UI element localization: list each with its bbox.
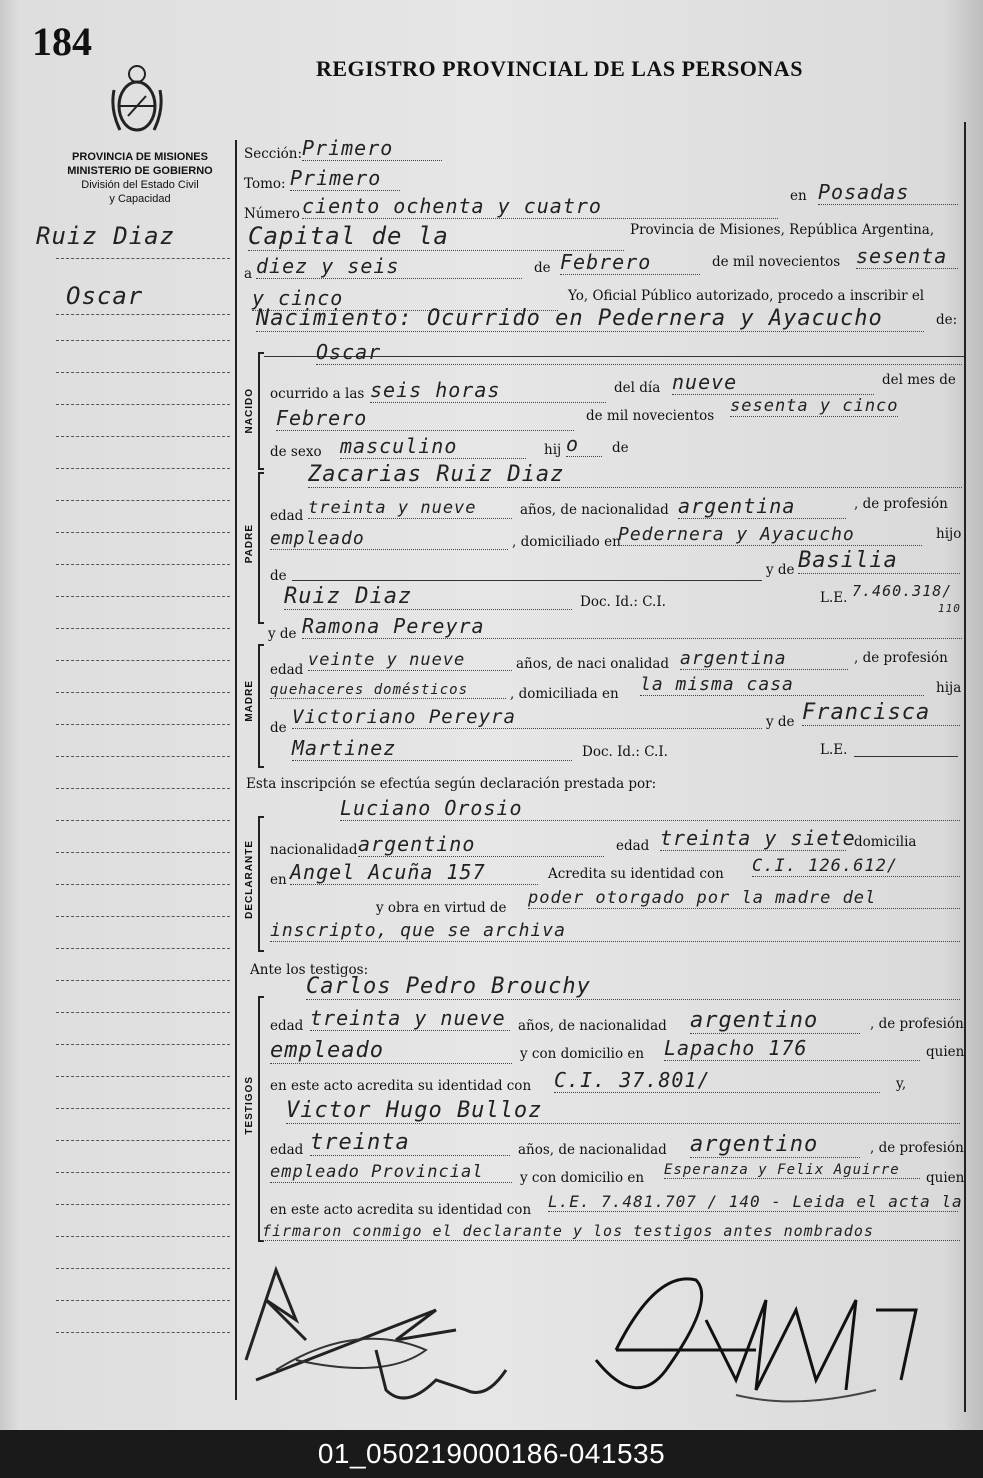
t2-dom-label: y con domicilio en bbox=[520, 1170, 645, 1186]
issuer-division: División del Estado Civil bbox=[81, 179, 199, 191]
testigo2-value: Victor Hugo Bulloz bbox=[286, 1098, 960, 1124]
padre-le-label: L.E. bbox=[820, 590, 848, 606]
t2-prof-label: , de profesión bbox=[870, 1140, 964, 1156]
nacido-bracket bbox=[258, 352, 264, 470]
side-declarante: DECLARANTE bbox=[244, 840, 255, 919]
padre-prof-label: , de profesión bbox=[854, 496, 948, 512]
mes-value: Febrero bbox=[560, 250, 700, 275]
scan-footer: 01_050219000186-041535 bbox=[0, 1430, 983, 1478]
anio-nac-value: sesenta y cinco bbox=[730, 396, 899, 416]
t2-nac-value: argentino bbox=[690, 1132, 860, 1158]
madre-padre-value: Victoriano Pereyra bbox=[292, 706, 762, 729]
side-madre: MADRE bbox=[244, 680, 255, 722]
testigos-label: Ante los testigos: bbox=[250, 962, 369, 978]
t2-acredita-label: en este acto acredita su identidad con bbox=[270, 1202, 532, 1218]
hij-label: hij bbox=[544, 442, 562, 458]
decl-obra-value-2: inscripto, que se archiva bbox=[270, 920, 960, 942]
mil-novecientos-label: de mil novecientos bbox=[712, 254, 841, 270]
padre-madre-value: Basilia bbox=[798, 548, 960, 574]
decl-acredita-label: Acredita su identidad con bbox=[548, 866, 724, 882]
testigo1-value: Carlos Pedro Brouchy bbox=[306, 974, 960, 1000]
padre-dom-value: Pedernera y Ayacucho bbox=[618, 524, 922, 546]
madre-nac-label: años, de naci onalidad bbox=[516, 656, 670, 672]
padre-nac-value: argentina bbox=[678, 494, 846, 519]
t2-prof-value: empleado Provincial bbox=[270, 1162, 512, 1183]
margin-surname: Ruiz Diaz bbox=[36, 222, 176, 250]
numero-value: ciento ochenta y cuatro bbox=[302, 194, 778, 219]
t2-edad-value: treinta bbox=[310, 1130, 510, 1156]
t2-le-value: L.E. 7.481.707 / 140 - Leida el acta la bbox=[548, 1192, 963, 1211]
padre-doc-label: Doc. Id.: C.I. bbox=[580, 594, 666, 610]
t1-quien-label: quien bbox=[926, 1044, 965, 1060]
yo-oficial-label: Yo, Oficial Público autorizado, procedo a inscribir el bbox=[568, 288, 925, 304]
declarante-bracket bbox=[258, 816, 264, 952]
en-value: Posadas bbox=[818, 180, 958, 205]
decl-dom-value: Angel Acuña 157 bbox=[290, 860, 538, 885]
tomo-value: Primero bbox=[290, 166, 400, 191]
seccion-label: Sección: bbox=[244, 146, 303, 162]
ocurrido-label: ocurrido a las bbox=[270, 386, 365, 402]
domiciliado-label: , domiciliado en bbox=[512, 534, 621, 550]
mil-novecientos-2-label: de mil novecientos bbox=[586, 408, 715, 424]
acto-value: Nacimiento: Ocurrido en Pedernera y Ayacucho bbox=[256, 306, 924, 332]
y-comma-label: y, bbox=[896, 1076, 907, 1092]
left-margin-rule bbox=[235, 140, 237, 1400]
t1-nac-value: argentino bbox=[690, 1008, 860, 1034]
domicilia-label: domicilia bbox=[854, 834, 917, 850]
padre-de-line bbox=[292, 580, 762, 581]
y-obra-label: y obra en virtud de bbox=[376, 900, 507, 916]
madre-madre-value: Francisca bbox=[802, 700, 960, 726]
t1-dom-label: y con domicilio en bbox=[520, 1046, 645, 1062]
de2-label: de bbox=[612, 440, 629, 456]
horas-value: seis horas bbox=[370, 378, 606, 403]
decl-ci-value: C.I. 126.612/ bbox=[752, 856, 960, 877]
madre-le-line bbox=[854, 756, 958, 757]
declarante-value: Luciano Orosio bbox=[340, 796, 960, 821]
madre-nac-value: argentina bbox=[680, 648, 848, 670]
side-testigos: TESTIGOS bbox=[244, 1076, 255, 1135]
madre-doc-label: Doc. Id.: C.I. bbox=[582, 744, 668, 760]
padre-nac-label: años, de nacionalidad bbox=[520, 502, 669, 518]
margin-name: Oscar bbox=[66, 282, 144, 310]
en-label: en bbox=[790, 188, 807, 204]
t1-prof-label: , de profesión bbox=[870, 1016, 964, 1032]
madre-le-label: L.E. bbox=[820, 742, 848, 758]
madre-edad-value: veinte y nueve bbox=[308, 650, 512, 671]
padre-de-label: de bbox=[270, 568, 287, 584]
a-label: a bbox=[244, 266, 253, 282]
del-dia-label: del día bbox=[614, 380, 661, 396]
y-de-label: y de bbox=[766, 562, 795, 578]
right-margin-rule bbox=[964, 122, 966, 1412]
padre-apellido-value: Ruiz Diaz bbox=[284, 584, 572, 610]
sexo-label: de sexo bbox=[270, 444, 322, 460]
inscripcion-label: Esta inscripción se efectúa según declaración prestada por: bbox=[246, 776, 657, 792]
madre-y-de-2-label: y de bbox=[766, 714, 795, 730]
decl-nac-label: nacionalidad bbox=[270, 842, 358, 858]
t1-prof-value: empleado bbox=[270, 1038, 512, 1064]
coat-of-arms-icon bbox=[108, 60, 166, 142]
t2-dom-value: Esperanza y Felix Aguirre bbox=[664, 1162, 920, 1179]
issuer-ministry: MINISTERIO DE GOBIERNO bbox=[67, 165, 213, 177]
decl-obra-value: poder otorgado por la madre del bbox=[528, 888, 960, 909]
hija-label: hija bbox=[936, 680, 962, 696]
side-nacido: NACIDO bbox=[244, 388, 255, 434]
nombre-value: Oscar bbox=[316, 340, 962, 365]
issuer-block bbox=[50, 150, 230, 206]
decl-en-label: en bbox=[270, 872, 287, 888]
side-padre: PADRE bbox=[244, 524, 255, 564]
del-mes-label: del mes de bbox=[882, 372, 956, 388]
dia-value: diez y seis bbox=[256, 254, 522, 279]
issuer-division-2: y Capacidad bbox=[109, 193, 171, 205]
t1-ci-value: C.I. 37.801/ bbox=[554, 1068, 880, 1093]
madre-bracket bbox=[258, 644, 264, 768]
t2-edad-label: edad bbox=[270, 1142, 304, 1158]
hij-value: o bbox=[566, 432, 602, 457]
numero-label: Número bbox=[244, 206, 300, 222]
page-title: REGISTRO PROVINCIAL DE LAS PERSONAS bbox=[316, 56, 803, 81]
madre-de-label: de bbox=[270, 720, 287, 736]
padre-le-note: 110 bbox=[938, 602, 961, 615]
t1-nac-label: años, de nacionalidad bbox=[518, 1018, 667, 1034]
mes-nac-value: Febrero bbox=[276, 406, 574, 431]
padre-le-value: 7.460.318/ bbox=[852, 582, 953, 600]
decl-nac-value: argentino bbox=[358, 832, 604, 857]
decl-edad-label: edad bbox=[616, 838, 650, 854]
t1-acredita-label: en este acto acredita su identidad con bbox=[270, 1078, 532, 1094]
decl-edad-value: treinta y siete bbox=[660, 826, 856, 850]
hijo-label: hijo bbox=[936, 526, 962, 542]
madre-edad-label: edad bbox=[270, 662, 304, 678]
madre-y-de-label: y de bbox=[268, 626, 297, 642]
madre-dom-value: la misma casa bbox=[640, 674, 924, 696]
t1-dom-value: Lapacho 176 bbox=[664, 1036, 920, 1061]
padre-bracket bbox=[258, 472, 264, 624]
seccion-value: Primero bbox=[302, 136, 442, 161]
t1-edad-label: edad bbox=[270, 1018, 304, 1034]
domiciliada-label: , domiciliada en bbox=[510, 686, 619, 702]
t2-nac-label: años, de nacionalidad bbox=[518, 1142, 667, 1158]
testigos-bracket bbox=[258, 996, 264, 1242]
de-colon-label: de: bbox=[936, 312, 958, 328]
sexo-value: masculino bbox=[340, 434, 526, 459]
t1-edad-value: treinta y nueve bbox=[310, 1006, 510, 1031]
madre-apellido-value: Martinez bbox=[292, 736, 572, 761]
madre-prof-value: quehaceres domésticos bbox=[270, 682, 506, 699]
anio-value: sesenta bbox=[856, 244, 958, 269]
padre-nombre-value: Zacarias Ruiz Diaz bbox=[308, 462, 962, 488]
anio-value-2: y cinco bbox=[252, 286, 558, 311]
de-label: de bbox=[534, 260, 551, 276]
t2-quien-label: quien bbox=[926, 1170, 965, 1186]
dia-nac-value: nueve bbox=[672, 370, 874, 395]
page-number: 184 bbox=[32, 19, 92, 64]
padre-edad-value: treinta y nueve bbox=[308, 498, 512, 519]
issuer-province: PROVINCIA DE MISIONES bbox=[72, 151, 208, 163]
signatures-and-stamps bbox=[236, 1240, 956, 1420]
madre-nombre-value: Ramona Pereyra bbox=[302, 614, 962, 639]
capital-value: Capital de la bbox=[248, 222, 624, 251]
provincia-label: Provincia de Misiones, República Argentina, bbox=[630, 222, 935, 238]
tomo-label: Tomo: bbox=[244, 176, 286, 192]
madre-prof-label: , de profesión bbox=[854, 650, 948, 666]
padre-prof-value: empleado bbox=[270, 528, 508, 550]
padre-edad-label: edad bbox=[270, 508, 304, 524]
firmas-value: firmaron conmigo el declarante y los testigos antes nombrados bbox=[262, 1222, 960, 1241]
